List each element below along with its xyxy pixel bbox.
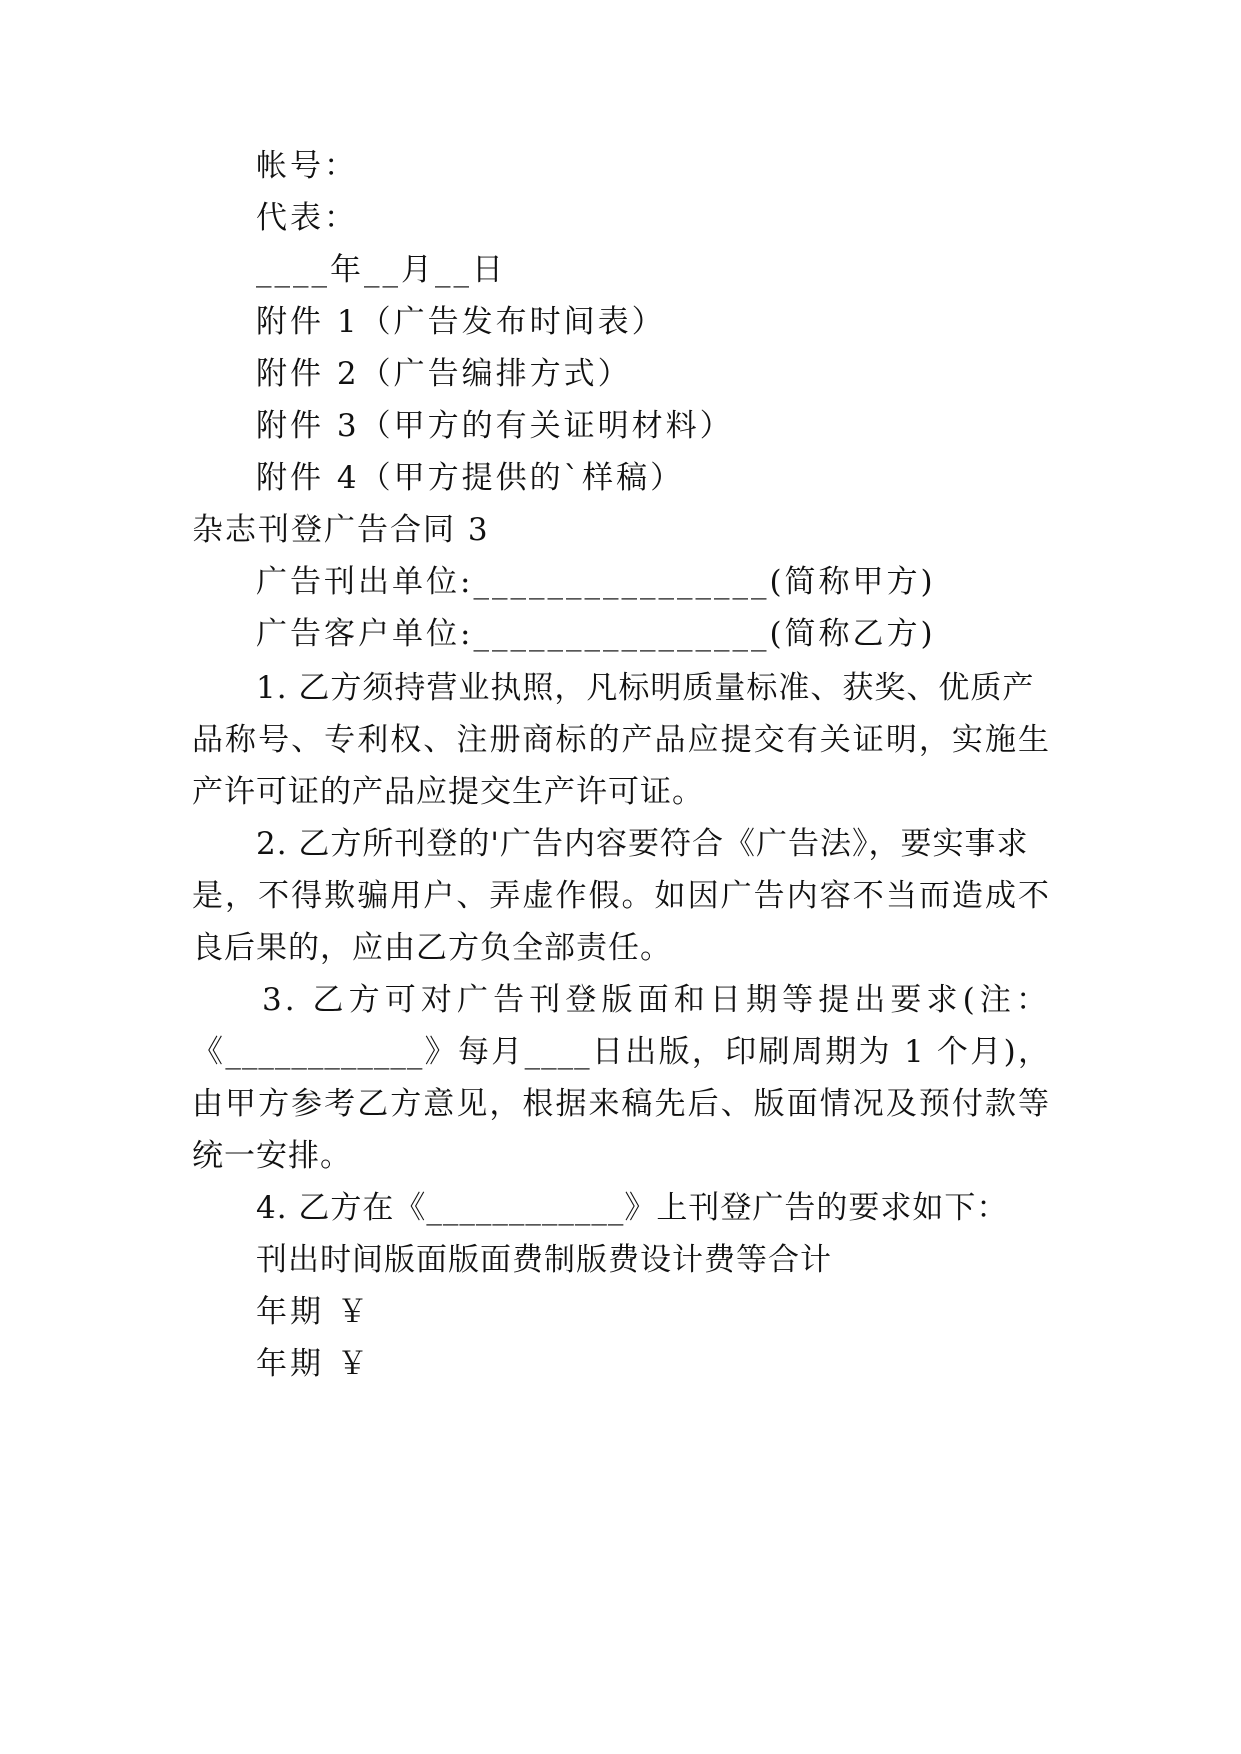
clause2-line2: 是，不得欺骗用户、弄虚作假。如因广告内容不当而造成不 bbox=[192, 878, 1050, 914]
publisher-line: 广告刊出单位:________________(简称甲方) bbox=[256, 564, 936, 600]
clause1-line3: 产许可证的产品应提交生产许可证。 bbox=[192, 774, 704, 810]
clause3-line2: 《____________》每月____日出版，印刷周期为 1 个月)， bbox=[192, 1034, 1050, 1070]
account-line: 帐号： bbox=[256, 148, 358, 184]
attachment-2: 附件 2（广告编排方式） bbox=[256, 356, 632, 392]
contract-title: 杂志刊登广告合同 3 bbox=[192, 512, 490, 548]
clause3-line3: 由甲方参考乙方意见，根据来稿先后、版面情况及预付款等 bbox=[192, 1086, 1050, 1122]
clause1-line2: 品称号、专利权、注册商标的产品应提交有关证明，实施生 bbox=[192, 722, 1050, 758]
representative-line: 代表： bbox=[256, 200, 358, 236]
clause3-line4: 统一安排。 bbox=[192, 1138, 352, 1174]
client-line: 广告客户单位:________________(简称乙方) bbox=[256, 616, 936, 652]
attachment-1: 附件 1（广告发布时间表） bbox=[256, 304, 666, 340]
fee-table-row-1: 年期 ￥ bbox=[256, 1294, 371, 1330]
fee-table-row-2: 年期 ￥ bbox=[256, 1346, 371, 1382]
attachment-3: 附件 3（甲方的有关证明材料） bbox=[256, 408, 734, 444]
clause2-line1: 2. 乙方所刊登的'广告内容要符合《广告法》，要实事求 bbox=[256, 826, 1029, 862]
clause3-line1: 3. 乙方可对广告刊登版面和日期等提出要求(注： bbox=[262, 982, 1050, 1018]
fee-table-header: 刊出时间版面版面费制版费设计费等合计 bbox=[256, 1242, 832, 1278]
clause1-line1: 1. 乙方须持营业执照，凡标明质量标准、获奖、优质产 bbox=[256, 670, 1035, 706]
date-line: ____年__月__日 bbox=[256, 252, 506, 288]
clause2-line3: 良后果的，应由乙方负全部责任。 bbox=[192, 930, 672, 966]
clause4-line: 4. 乙方在《____________》上刊登广告的要求如下： bbox=[256, 1190, 1009, 1226]
attachment-4: 附件 4（甲方提供的`样稿） bbox=[256, 460, 685, 496]
